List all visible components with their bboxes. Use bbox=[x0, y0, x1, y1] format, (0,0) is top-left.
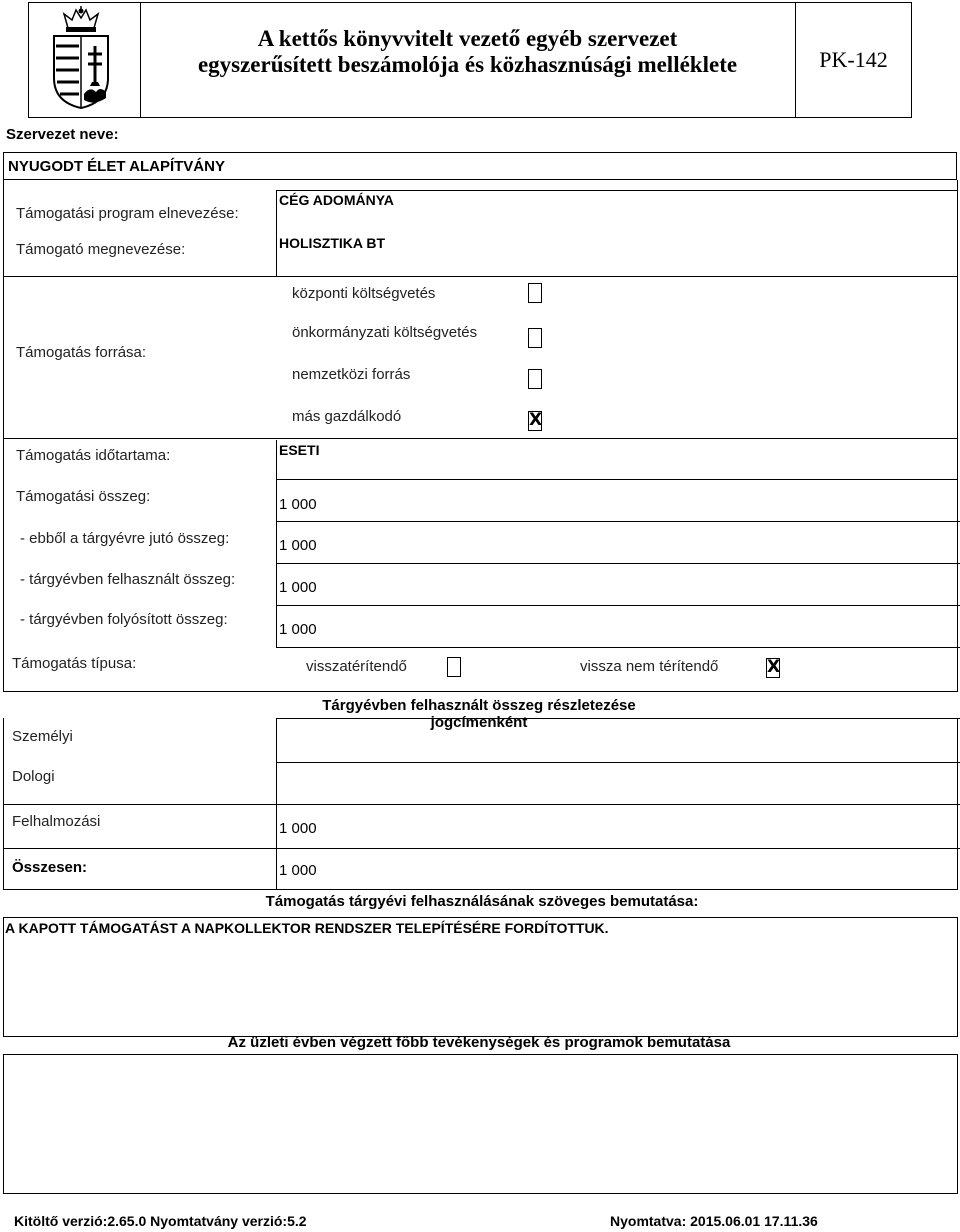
title-line-1: A kettős könyvvitelt vezető egyéb szervezet bbox=[257, 26, 678, 51]
source-checkbox-municipal[interactable] bbox=[528, 328, 542, 348]
source-option-municipal: önkormányzati költségvetés bbox=[292, 324, 478, 341]
amount-value-total: 1 000 bbox=[279, 496, 317, 513]
amount-value-disbursed: 1 000 bbox=[279, 621, 317, 638]
supporter-label: Támogató megnevezése: bbox=[16, 241, 186, 258]
usage-heading: Támogatás tárgyévi felhasználásának szöveges bemutatása: bbox=[265, 893, 699, 910]
divider bbox=[276, 190, 958, 191]
org-name-label: Szervezet neve: bbox=[6, 126, 119, 143]
source-option-international: nemzetközi forrás bbox=[292, 366, 411, 383]
usage-text: A KAPOTT TÁMOGATÁST A NAPKOLLEKTOR RENDSZER TELEPÍTÉSÉRE FORDÍTOTTUK. bbox=[5, 920, 609, 936]
source-option-other-business: más gazdálkodó bbox=[292, 408, 402, 425]
type-nonrefundable-label: vissza nem térítendő bbox=[580, 658, 719, 675]
type-label: Támogatás típusa: bbox=[12, 655, 137, 672]
divider bbox=[276, 718, 960, 719]
amount-field-total[interactable] bbox=[276, 480, 960, 522]
divider bbox=[276, 762, 960, 763]
duration-value: ESETI bbox=[279, 442, 320, 458]
amount-value-current-year: 1 000 bbox=[279, 537, 317, 554]
divider bbox=[276, 848, 277, 890]
type-nonrefundable-checkbox[interactable]: X bbox=[767, 657, 781, 677]
title-line-2: egyszerűsített beszámolója és közhasznúsági melléklete bbox=[197, 52, 738, 77]
activities-heading: Az üzleti évben végzett főbb tevékenységek és programok bemutatása bbox=[227, 1034, 731, 1051]
amount-label-used: - tárgyévben felhasznált összeg: bbox=[20, 571, 236, 588]
program-label: Támogatási program elnevezése: bbox=[16, 205, 239, 222]
divider bbox=[3, 276, 958, 277]
activities-text-area[interactable] bbox=[3, 1054, 958, 1194]
type-refundable-label: visszatérítendő bbox=[306, 658, 407, 675]
source-checkbox-other-business[interactable]: X bbox=[529, 410, 543, 430]
source-checkbox-international[interactable] bbox=[528, 369, 542, 389]
breakdown-heading: Tárgyévben felhasznált összeg részletezése jogcímenként bbox=[322, 697, 636, 731]
breakdown-label-total: Összesen: bbox=[12, 859, 88, 876]
amount-field-used[interactable] bbox=[276, 564, 960, 606]
supporter-value[interactable]: HOLISZTIKA BT bbox=[279, 235, 386, 251]
program-value[interactable]: CÉG ADOMÁNYA bbox=[279, 192, 394, 208]
breakdown-value-total[interactable]: 1 000 bbox=[279, 862, 317, 879]
divider bbox=[3, 804, 960, 805]
breakdown-label-personal: Személyi bbox=[12, 728, 73, 745]
amount-label-disbursed: - tárgyévben folyósított összeg: bbox=[20, 611, 228, 628]
amount-value-used: 1 000 bbox=[279, 579, 317, 596]
type-refundable-checkbox[interactable] bbox=[447, 657, 461, 677]
source-label: Támogatás forrása: bbox=[16, 344, 147, 361]
page-title bbox=[140, 26, 795, 78]
divider bbox=[276, 718, 277, 762]
divider bbox=[276, 804, 277, 848]
divider bbox=[3, 848, 960, 849]
duration-label: Támogatás időtartama: bbox=[16, 447, 171, 464]
breakdown-label-capital: Felhalmozási bbox=[12, 813, 101, 830]
breakdown-value-capital[interactable]: 1 000 bbox=[279, 820, 317, 837]
breakdown-label-material: Dologi bbox=[12, 768, 55, 785]
divider bbox=[3, 438, 958, 439]
footer-version: Kitöltő verzió:2.65.0 Nyomtatvány verzió:5.2 bbox=[14, 1213, 307, 1229]
amount-label-current-year: - ebből a tárgyévre jutó összeg: bbox=[20, 530, 230, 547]
org-name-value: NYUGODT ÉLET ALAPÍTVÁNY bbox=[8, 158, 225, 175]
coat-of-arms-icon bbox=[50, 6, 112, 110]
amount-field-current-year[interactable] bbox=[276, 522, 960, 564]
duration-field[interactable] bbox=[276, 440, 958, 480]
source-checkbox-central[interactable] bbox=[528, 283, 542, 303]
footer-printed: Nyomtatva: 2015.06.01 17.11.36 bbox=[610, 1213, 818, 1229]
form-code: PK-142 bbox=[819, 47, 888, 72]
divider bbox=[276, 762, 277, 804]
divider bbox=[276, 190, 277, 276]
amount-field-disbursed[interactable] bbox=[276, 606, 960, 648]
amount-label-total: Támogatási összeg: bbox=[16, 488, 151, 505]
source-option-central: központi költségvetés bbox=[292, 285, 436, 302]
